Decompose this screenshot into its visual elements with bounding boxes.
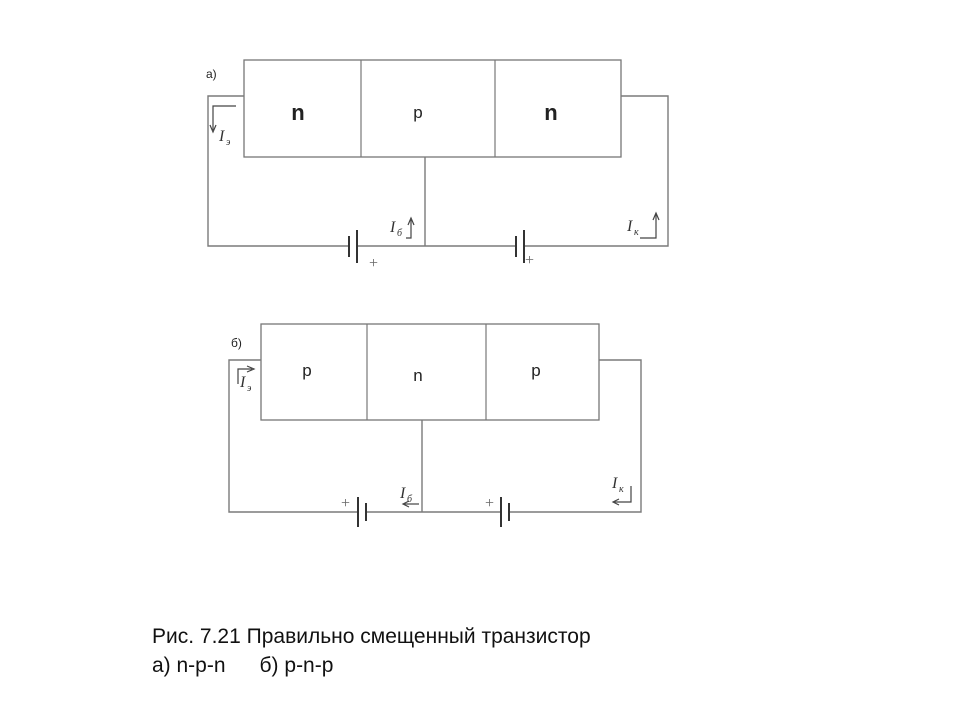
diagram-b-plus-2: + [485, 495, 495, 512]
diagram-b-base-current [399, 485, 419, 507]
diagram-a-region-collector: n [544, 100, 558, 125]
diagram-a-label: а) [206, 67, 217, 81]
diagram-a-emitter-current [210, 106, 236, 148]
diagram-a-collector-current-sub: к [634, 227, 639, 238]
caption-npn-label: а) n-p-n [152, 654, 226, 677]
caption-pnp-label: б) p-n-p [259, 654, 334, 677]
diagram-b-battery-collector [485, 495, 509, 527]
caption-subtitle [152, 651, 591, 680]
arrow-down-icon [213, 106, 236, 130]
diagram-a-battery-collector [516, 230, 534, 269]
caption-title: Рис. 7.21 Правильно смещенный транзистор [152, 625, 591, 648]
diagram-b-base-current-sub: б [407, 494, 413, 505]
diagram-a-region-base: p [413, 103, 423, 122]
diagram-b-base-current-symbol: I [400, 485, 406, 502]
diagram-a-collector-current-symbol: I [627, 218, 633, 235]
diagram-b-collector-current-symbol: I [612, 475, 618, 492]
diagram-a-emitter-current-sub: э [226, 137, 231, 148]
diagram-b-emitter-current [238, 366, 254, 394]
diagram-b-plus-1: + [341, 495, 351, 512]
diagram-b-region-emitter: p [302, 361, 312, 380]
diagram-a-base-current [389, 218, 414, 239]
diagram-a-base-current-sub: б [397, 228, 403, 239]
diagram-b-collector-current [611, 475, 631, 505]
diagram-b-region-base: n [413, 366, 423, 385]
diagram-b-emitter-current-sub: э [247, 383, 252, 394]
diagram-b-battery-emitter [341, 495, 366, 527]
diagram-a-plus-2: + [525, 252, 535, 269]
diagram-b-region-collector: p [531, 361, 541, 380]
diagram-a-base-current-symbol: I [390, 219, 396, 236]
diagram-a-region-emitter: n [291, 100, 305, 125]
diagram-a-plus-1: + [369, 255, 379, 272]
diagram-b [229, 324, 641, 527]
figure-caption [152, 622, 591, 680]
diagram-a-battery-emitter [349, 230, 378, 272]
diagram-b-collector-current-sub: к [619, 484, 624, 495]
diagram-a-collector-current [626, 213, 659, 238]
diagram-b-emitter-current-symbol: I [240, 374, 246, 391]
diagram-b-label: б) [231, 336, 242, 350]
diagram-a-emitter-current-symbol: I [219, 128, 225, 145]
diagram-a [206, 60, 668, 272]
